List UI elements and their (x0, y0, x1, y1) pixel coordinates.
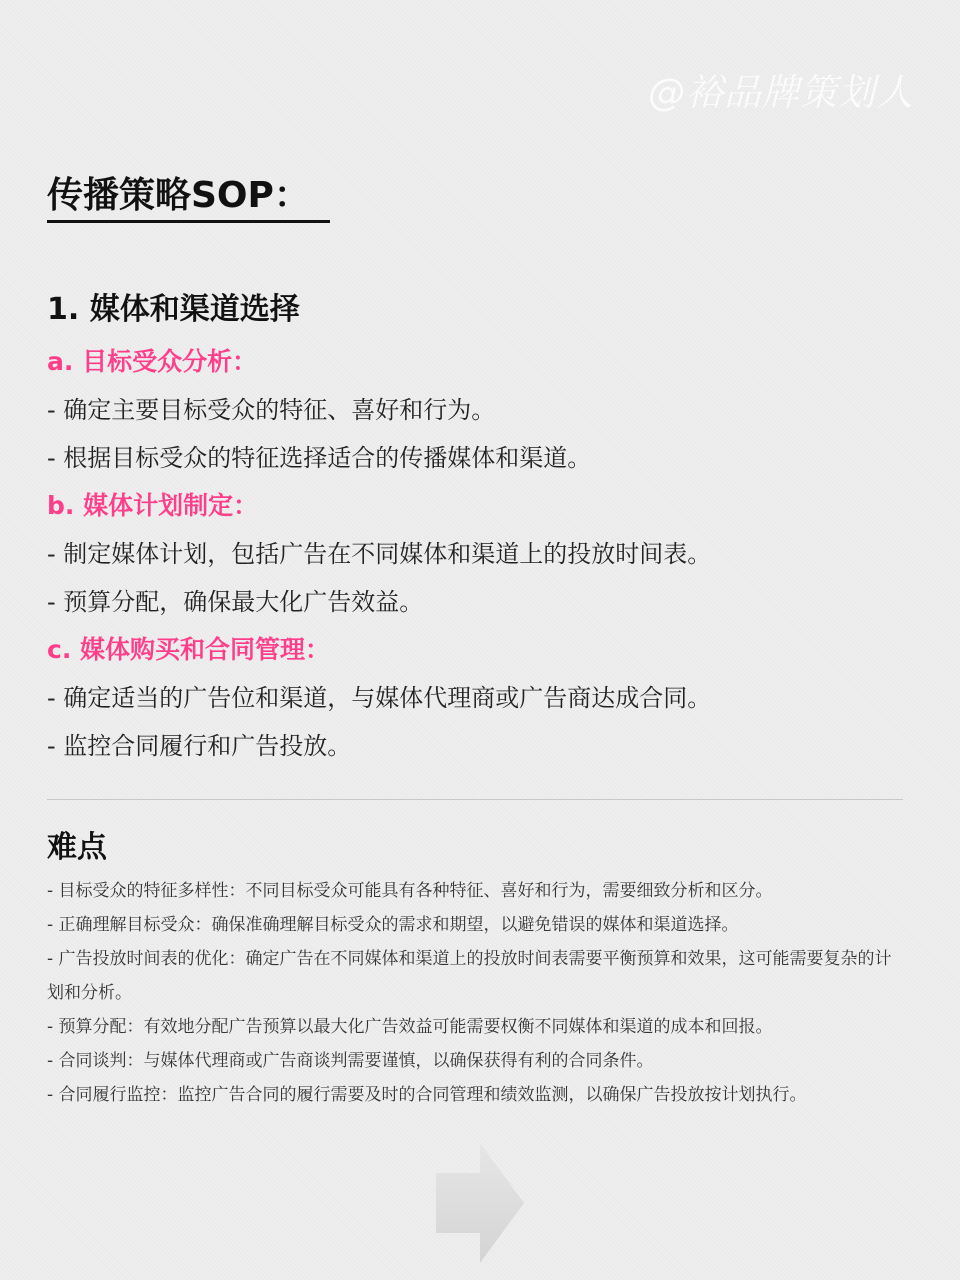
list-item: - 制定媒体计划，包括广告在不同媒体和渠道上的投放时间表。 (47, 540, 712, 568)
list-item: - 监控合同履行和广告投放。 (47, 732, 352, 760)
difficulty-item: - 广告投放时间表的优化：确定广告在不同媒体和渠道上的投放时间表需要平衡预算和效果，这可能需要复杂的计划和分析。 (47, 949, 892, 1003)
subsection-label-a: a. 目标受众分析： (47, 347, 258, 376)
difficulty-item: - 合同履行监控：监控广告合同的履行需要及时的合同管理和绩效监测，以确保广告投放按计划执行。 (47, 1085, 807, 1105)
subsection-label-c: c. 媒体购买和合同管理： (47, 635, 331, 664)
arrow-right-icon[interactable] (436, 1143, 524, 1263)
difficulty-item: - 预算分配：有效地分配广告预算以最大化广告效益可能需要权衡不同媒体和渠道的成本和回报。 (47, 1017, 773, 1037)
list-item: - 确定适当的广告位和渠道，与媒体代理商或广告商达成合同。 (47, 684, 712, 712)
difficulties-heading: 难点 (47, 830, 107, 865)
section-divider (47, 799, 903, 800)
watermark: @裕品牌策划人 (648, 71, 914, 114)
list-item: - 确定主要目标受众的特征、喜好和行为。 (47, 396, 496, 424)
page-title: 传播策略SOP： (47, 176, 330, 223)
main-content (47, 288, 917, 770)
difficulty-item: - 正确理解目标受众：确保准确理解目标受众的需求和期望，以避免错误的媒体和渠道选择。 (47, 915, 739, 935)
difficulties-section (47, 826, 907, 1112)
difficulty-item: - 目标受众的特征多样性：不同目标受众可能具有各种特征、喜好和行为，需要细致分析和区分。 (47, 881, 773, 901)
list-item: - 根据目标受众的特征选择适合的传播媒体和渠道。 (47, 444, 592, 472)
subsection-label-b: b. 媒体计划制定： (47, 491, 259, 520)
section-heading: 1. 媒体和渠道选择 (47, 292, 300, 327)
list-item: - 预算分配，确保最大化广告效益。 (47, 588, 424, 616)
difficulty-item: - 合同谈判：与媒体代理商或广告商谈判需要谨慎，以确保获得有利的合同条件。 (47, 1051, 654, 1071)
